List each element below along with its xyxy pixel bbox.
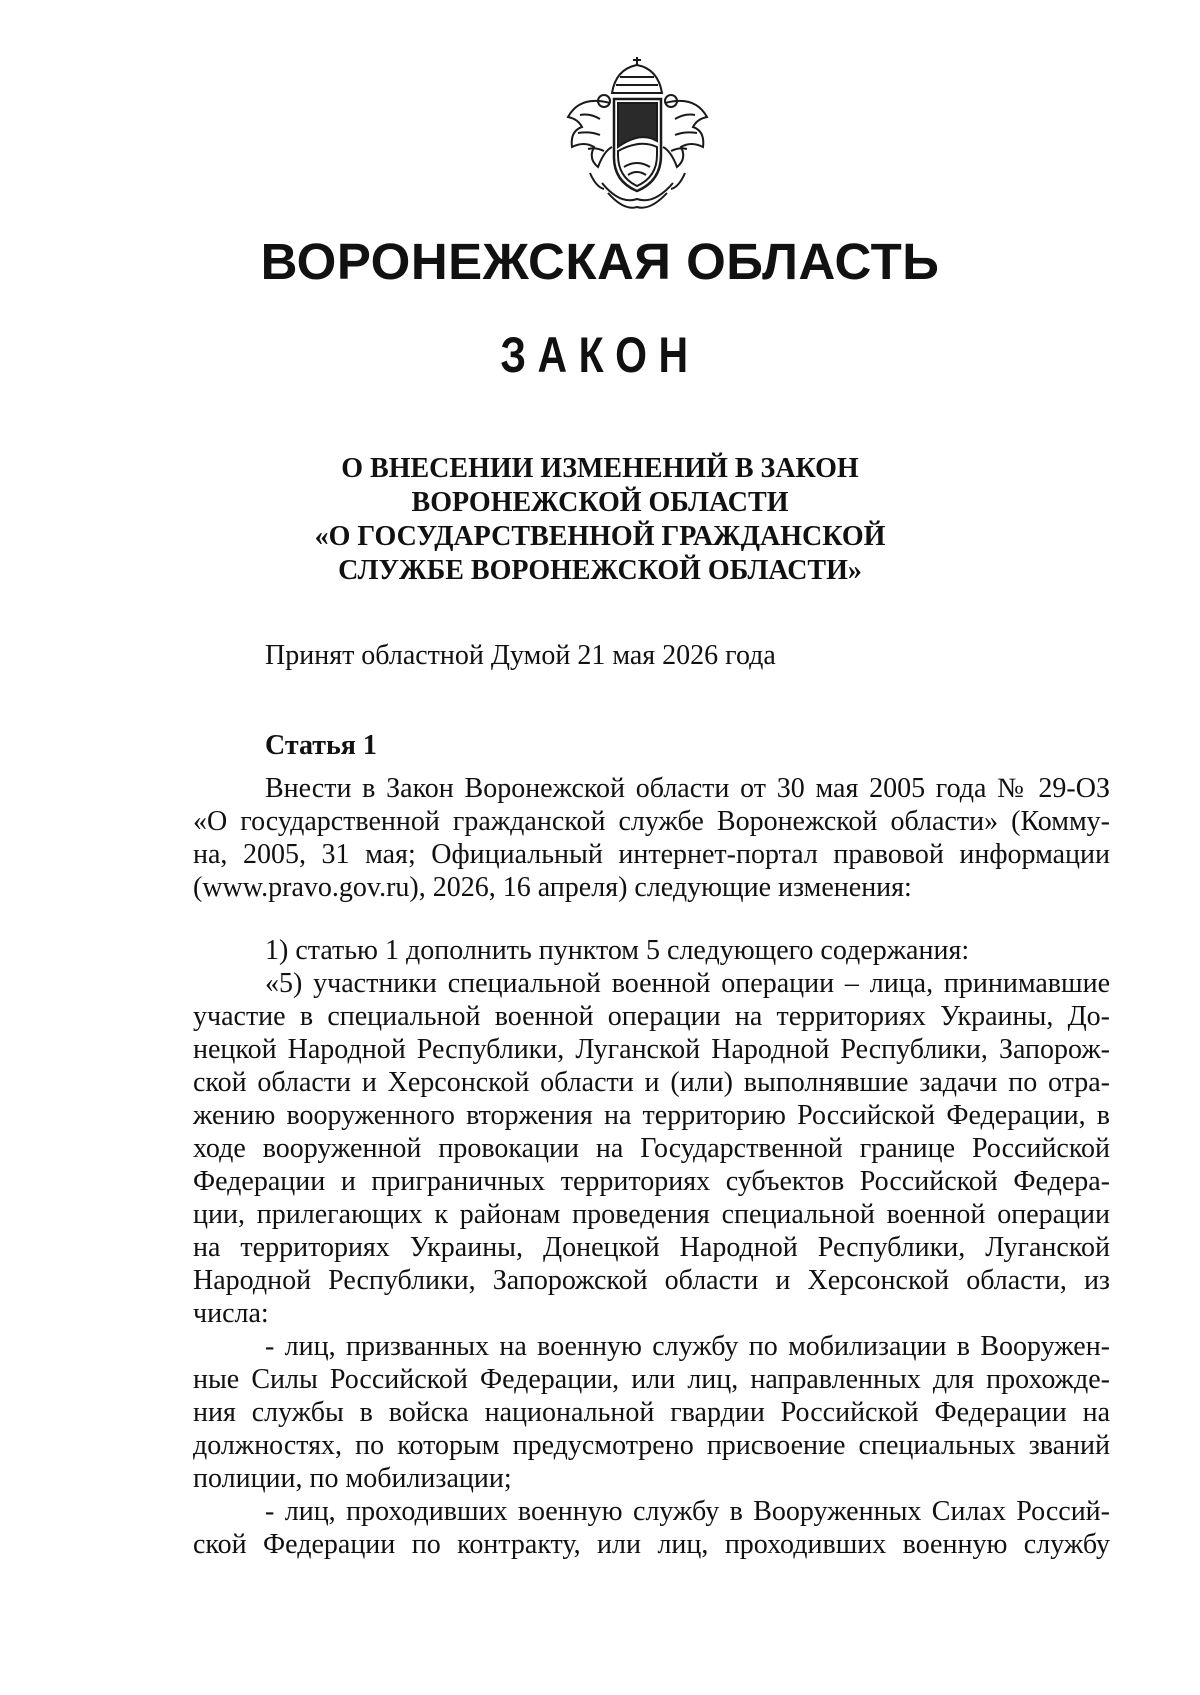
paragraph-line: ской Федерации по контракту, или лиц, проходивших военную службу (193, 1529, 1110, 1560)
paragraph-line: Народной Республики, Запорожской области и Херсонской области, из (193, 1265, 1110, 1296)
paragraph-line: ния службы в войска национальной гвардии Российской Федерации на (193, 1397, 1110, 1428)
law-title-line: ВОРОНЕЖСКОЙ ОБЛАСТИ (411, 487, 789, 518)
paragraph-line: ской области и Херсонской области и (или) выполнявшие задачи по отра- (193, 1067, 1110, 1098)
law-title-line: «О ГОСУДАРСТВЕННОЙ ГРАЖДАНСКОЙ (314, 521, 886, 552)
paragraph-line: жению вооруженного вторжения на территорию Российской Федерации, в (193, 1100, 1110, 1131)
coat-of-arms-emblem (560, 55, 715, 215)
document-type-heading: ЗАКОН (500, 327, 700, 383)
adoption-date-line: Принят областной Думой 21 мая 2026 года (265, 640, 776, 671)
paragraph-line: нецкой Народной Республики, Луганской Народной Республики, Запорож- (193, 1034, 1110, 1065)
paragraph-line: ции, прилегающих к районам проведения специальной военной операции (193, 1199, 1110, 1230)
paragraph-line: «5) участники специальной военной операции – лица, принимавшие (265, 968, 1110, 999)
paragraph-line: должностях, по которым предусмотрено присвоение специальных званий (193, 1430, 1110, 1461)
paragraph-line: на, 2005, 31 мая; Официальный интернет-портал правовой информации (193, 839, 1110, 870)
paragraph-line: 1) статью 1 дополнить пунктом 5 следующего содержания: (265, 935, 970, 966)
law-title (250, 452, 950, 588)
dash-item-mobilized (193, 1330, 1110, 1495)
law-title-line: О ВНЕСЕНИИ ИЗМЕНЕНИЙ В ЗАКОН (341, 453, 859, 484)
paragraph-line: участие в специальной военной операции на территориях Украины, До- (193, 1001, 1110, 1032)
paragraph-line: на территориях Украины, Донецкой Народной Республики, Луганской (193, 1232, 1110, 1263)
article-intro-paragraph (193, 772, 1110, 904)
quoted-definition-paragraph (193, 967, 1110, 1330)
amendment-item-1 (193, 934, 1110, 967)
paragraph-line: Внести в Закон Воронежской области от 30 мая 2005 года № 29-ОЗ (265, 773, 1110, 804)
paragraph-line: ходе вооруженной провокации на Государственной границе Российской (193, 1133, 1110, 1164)
paragraph-line: ные Силы Российской Федерации, или лиц, направленных для прохожде- (193, 1364, 1110, 1395)
article-title: Статья 1 (265, 730, 377, 761)
paragraph-line: «О государственной гражданской службе Воронежской области» (Комму- (193, 806, 1110, 837)
law-title-line: СЛУЖБЕ ВОРОНЕЖСКОЙ ОБЛАСТИ» (338, 555, 862, 586)
paragraph-line: (www.pravo.gov.ru), 2026, 16 апреля) следующие изменения: (193, 872, 912, 903)
dash-item-contract (193, 1495, 1110, 1561)
paragraph-line: - лиц, проходивших военную службу в Вооруженных Силах Россий- (265, 1496, 1110, 1527)
paragraph-line: - лиц, призванных на военную службу по мобилизации в Вооружен- (265, 1331, 1110, 1362)
paragraph-line: полиции, по мобилизации; (193, 1463, 512, 1494)
paragraph-line: числа: (193, 1298, 269, 1329)
region-title: ВОРОНЕЖСКАЯ ОБЛАСТЬ (260, 233, 940, 290)
paragraph-line: Федерации и приграничных территориях субъектов Российской Федера- (193, 1166, 1110, 1197)
